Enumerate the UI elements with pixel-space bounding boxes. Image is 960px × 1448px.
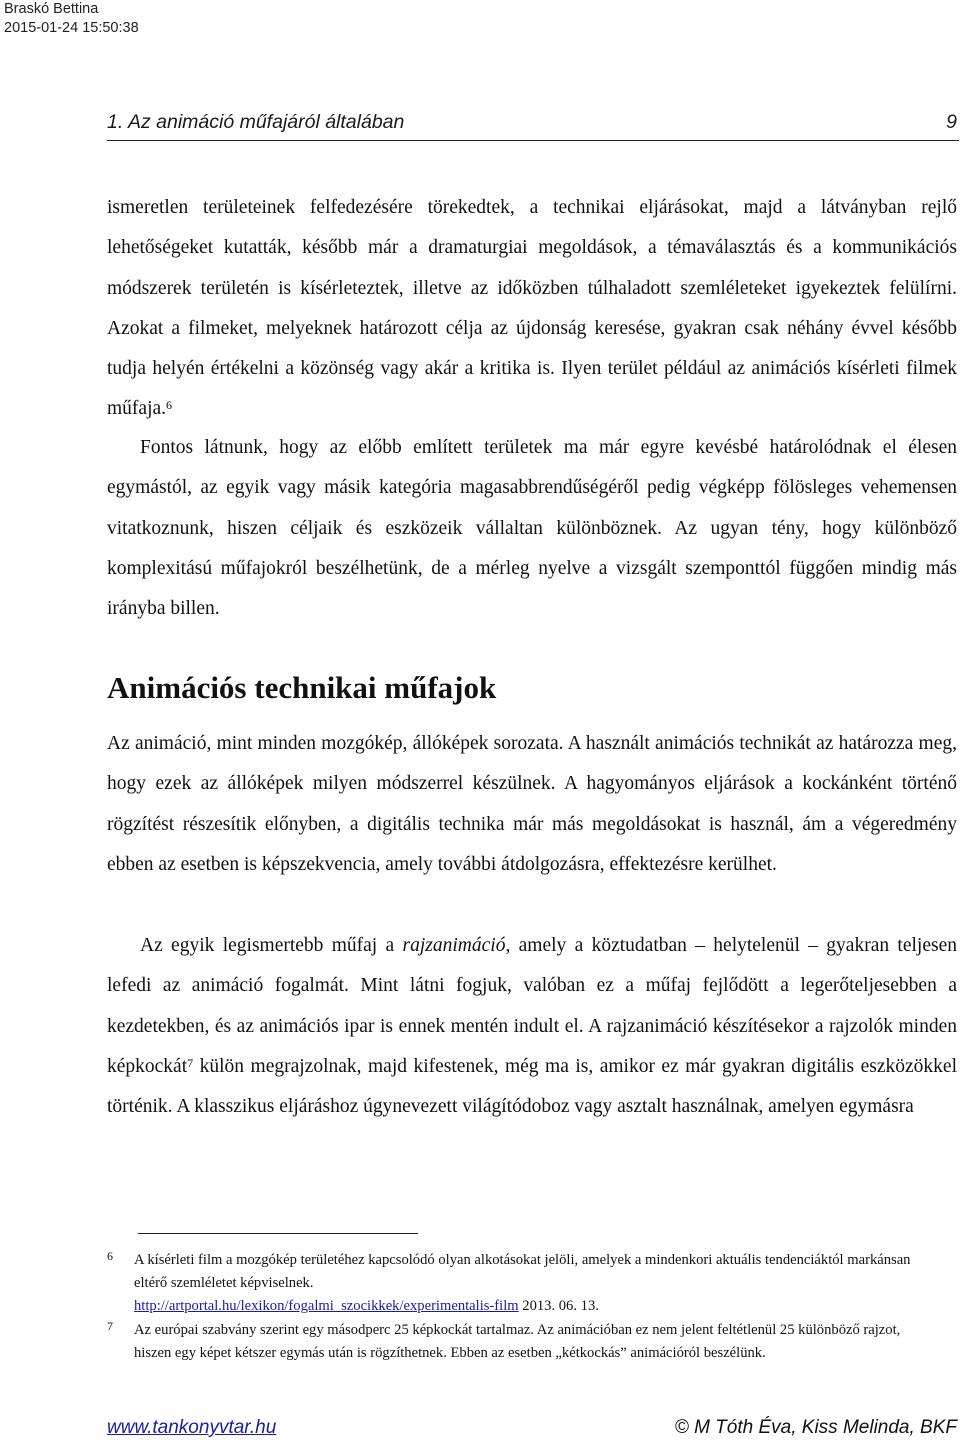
paragraph-3-text: Az animáció, mint minden mozgókép, állóképek sorozata. A használt animációs technikát az határozza meg, hogy ezek az állóképek milyen módszerrel készülnek. A hagyományos eljárások a kockánként történő rögzítést részesítik előnyben, a digitális technika már más megoldásokat is használ, ám a végeredmény ebben az esetben is képszekvencia, amely további átdolgozásra, effektezésre kerülhet.: [107, 733, 957, 875]
footnote-6-text: A kísérleti film a mozgókép területéhez kapcsolódó olyan alkotásokat jelöli, amelyek a mindenkori aktuális tendenciáktól markánsan eltérő szemléletet képviselnek.: [134, 1252, 911, 1291]
chapter-title: 1. Az animáció műfajáról általában: [107, 111, 405, 133]
footer-copyright: © M Tóth Éva, Kiss Melinda, BKF: [674, 1417, 957, 1438]
page-number: 9: [946, 111, 957, 133]
section-heading: Animációs technikai műfajok: [107, 670, 497, 705]
author-name: Braskó Bettina: [4, 1, 99, 17]
document-meta: [4, 0, 139, 38]
footnote-7-text: Az európai szabvány szerint egy másodperc 25 képkockát tartalmaz. Az animációban ez nem jelent feltétlenül 25 különböző rajzot, hiszen egy képet kétszer egymás után is rögzíthetnek. Ebben az esetben „kétkockás” animációról beszélünk.: [134, 1322, 901, 1361]
paragraph-1-text: ismeretlen területeinek felfedezésére törekedtek, a technikai eljárásokat, majd a látványban rejlő lehetőségeket kutatták, később már a dramaturgiai megoldások, a témaválasztás és a kommunikációs módszerek területén is kísérleteztek, illetve az időközben túlhaladott szemléleteket igyekeztek felülírni. Azokat a filmeket, melyeknek határozott célja az újdonság keresése, gyakran csak néhány évvel később tudja helyén értékelni a közönség vagy akár a kritika is. Ilyen terület például az animációs kísérleti filmek műfaja.: [107, 197, 957, 420]
footnote-7: [107, 1319, 927, 1365]
footnote-ref-6[interactable]: 6: [166, 398, 173, 413]
running-header: [107, 111, 957, 139]
footnote-ref-7[interactable]: 7: [187, 1055, 194, 1070]
paragraph-4-text-c: külön megrajzolnak, majd kifestenek, még ma is, amikor ez már gyakran digitális eszközökkel történik. A klasszikus eljáráshoz úgynevezett világítódoboz vagy asztalt használnak, amelyen egymásra: [107, 1055, 957, 1118]
paragraph-4-emphasis: rajzanimáció: [402, 935, 506, 956]
footnote-7-number: 7: [107, 1319, 113, 1333]
timestamp: 2015-01-24 15:50:38: [4, 20, 139, 36]
paragraph-1: [107, 188, 957, 430]
header-rule: [107, 140, 959, 141]
paragraph-4-text-b: , amely a köztudatban – helytelenül – gyakran teljesen lefedi az animáció fogalmát. Mint látni fogjuk, valóban ez a műfaj fejlődött a legerőteljesebben a kezdetekben, és az animációs ipar is ennek mentén indult el. A rajzanimáció készítésekor a rajzolók minden képkockát: [107, 935, 957, 1077]
paragraph-2: [107, 428, 957, 629]
paragraph-2-text: Fontos látnunk, hogy az előbb említett területek ma már egyre kevésbé határolódnak el élesen egymástól, az egyik vagy másik kategória magasabbrendűségéről pedig végképp fölösleges vehemensen vitatkoznunk, hiszen céljaik és eszközeik vállaltan különböznek. Az ugyan tény, hogy különböző komplexitású műfajokról beszélhetünk, de a mérleg nyelve a vizsgált szemponttól függően mindig más irányba billen.: [107, 437, 957, 620]
footnote-6-number: 6: [107, 1249, 113, 1263]
footnote-6-date: 2013. 06. 13.: [518, 1298, 599, 1314]
footnote-6: [107, 1249, 927, 1318]
paragraph-4: [107, 926, 957, 1127]
footer-website-link[interactable]: www.tankonyvtar.hu: [107, 1417, 277, 1438]
footnote-6-link[interactable]: http://artportal.hu/lexikon/fogalmi_szocikkek/experimentalis-film: [134, 1298, 519, 1314]
footnote-separator: [138, 1233, 418, 1234]
paragraph-4-text-a: Az egyik legismertebb műfaj a: [140, 935, 403, 956]
paragraph-3: [107, 724, 957, 885]
